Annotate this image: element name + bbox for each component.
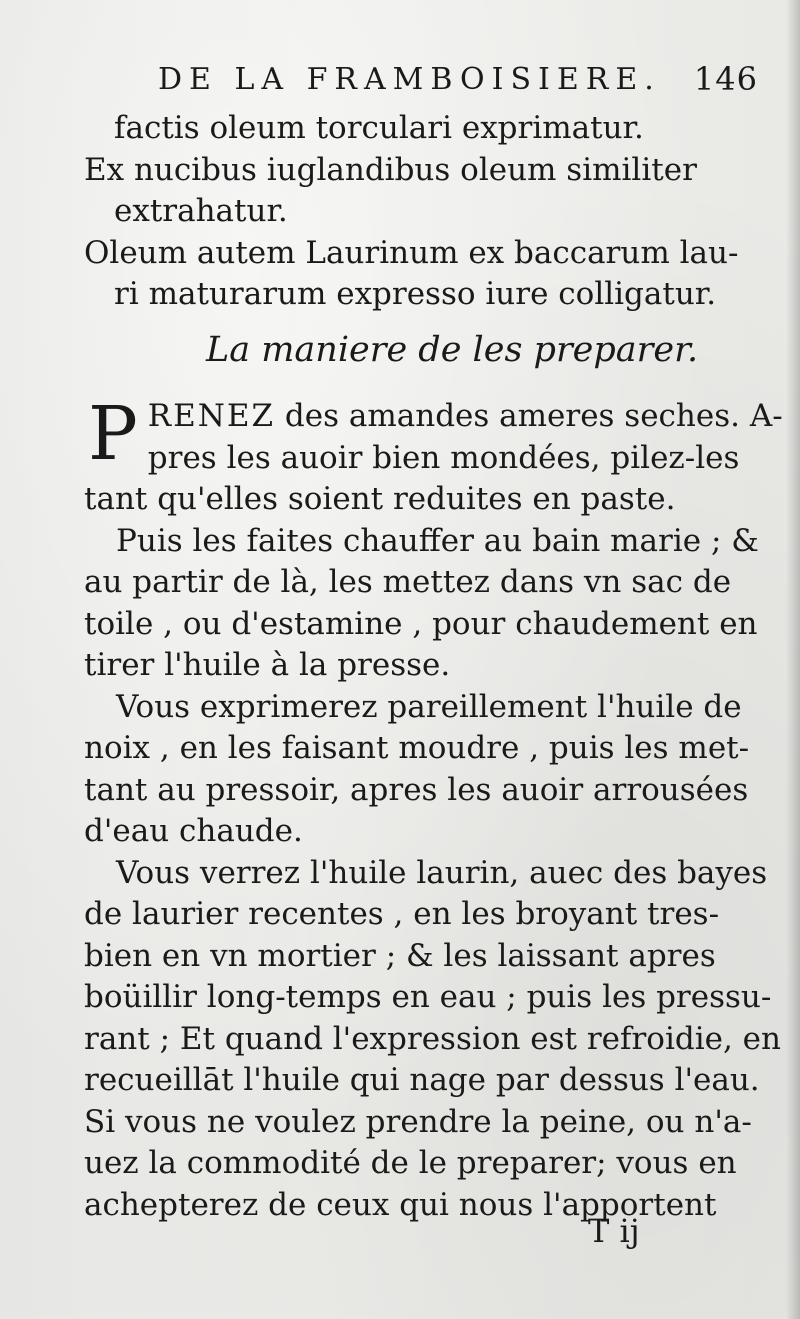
text-line: recueillāt l'huile qui nage par dessus l'eau. (84, 1062, 760, 1098)
latin-passage (84, 108, 764, 316)
text-line: Vous exprimerez pareillement l'huile de (116, 688, 742, 725)
page-number: 146 (693, 60, 758, 98)
text-line: extrahatur. (114, 193, 288, 229)
text-line: factis oleum torculari exprimatur. (114, 110, 644, 146)
text-line: pres les auoir bien mondées, pilez-les (147, 439, 740, 476)
line-text: des amandes ameres seches. A- (284, 398, 783, 434)
running-head (158, 62, 768, 106)
text-line: Ex nucibus iuglandibus oleum similiter (84, 151, 697, 188)
text-line: tant qu'elles soient reduites en paste. (84, 481, 676, 517)
section-heading: La maniere de les preparer. (206, 330, 699, 370)
text-line: boüillir long-temps en eau ; puis les pressu- (84, 979, 772, 1015)
text-line: noix , en les faisant moudre , puis les met- (84, 730, 750, 766)
text-line: achepterez de ceux qui nous l'apportent (84, 1186, 717, 1223)
text-line: uez la commodité de le preparer; vous en (84, 1145, 737, 1181)
text-line: tirer l'huile à la presse. (84, 647, 451, 683)
signature-mark: T ij (588, 1212, 640, 1250)
text-line: d'eau chaude. (84, 813, 303, 849)
opening-word: RENEZ (147, 398, 276, 434)
text-line: tant au pressoir, apres les auoir arrousées (84, 771, 749, 808)
text-line: bien en vn mortier ; & les laissant apres (84, 937, 716, 974)
text-line: toile , ou d'estamine , pour chaudement en (84, 605, 758, 642)
text-line: rant ; Et quand l'expression est refroidie, en (84, 1020, 781, 1057)
text-line: au partir de là, les mettez dans vn sac de (84, 564, 732, 600)
french-passage (84, 391, 783, 1226)
running-title: DE LA FRAMBOISIERE. (158, 62, 661, 97)
text-line: ri maturarum expresso iure colligatur. (114, 276, 717, 312)
text-line: Si vous ne voulez prendre la peine, ou n'a- (84, 1103, 752, 1140)
text-line: Puis les faites chauffer au bain marie ; & (116, 522, 759, 559)
text-line: Vous verrez l'huile laurin, auec des bayes (116, 854, 768, 891)
text-line: de laurier recentes , en les broyant tres- (84, 896, 720, 932)
text-line: Oleum autem Laurinum ex baccarum lau- (84, 234, 739, 271)
drop-capital: P (88, 391, 138, 477)
text-line (84, 396, 783, 438)
